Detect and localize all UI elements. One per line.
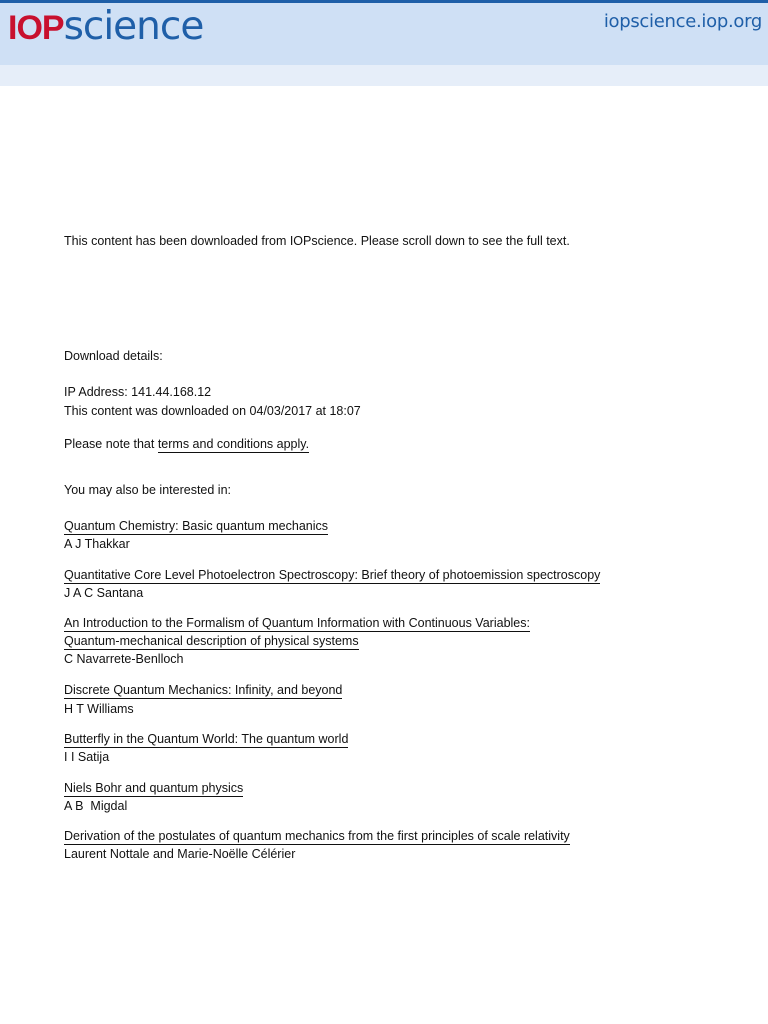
related-item [64, 633, 359, 649]
related-item [64, 780, 243, 796]
download-date: This content was downloaded on 04/03/2017 at 18:07 [64, 404, 361, 418]
related-authors: I I Satija [64, 750, 110, 764]
related-title-link[interactable]: Butterfly in the Quantum World: The quantum world [64, 732, 349, 746]
related-authors: H T Williams [64, 702, 134, 716]
related-heading: You may also be interested in: [64, 483, 232, 497]
site-header [0, 3, 768, 65]
iopscience-logo[interactable] [8, 4, 204, 49]
related-title-link[interactable]: Quantum Chemistry: Basic quantum mechanics [64, 519, 328, 533]
related-authors: Laurent Nottale and Marie-Noëlle Célérier [64, 847, 296, 861]
related-authors: C Navarrete-Benlloch [64, 652, 184, 666]
site-url[interactable]: iopscience.iop.org [603, 11, 762, 32]
logo-iop: IOP [8, 9, 64, 47]
related-title-link-cont[interactable]: Quantum-mechanical description of physical systems [64, 634, 359, 648]
related-title-link[interactable]: Discrete Quantum Mechanics: Infinity, and beyond [64, 683, 343, 697]
ip-address: IP Address: 141.44.168.12 [64, 385, 212, 399]
related-title-link[interactable]: Derivation of the postulates of quantum mechanics from the first principles of scale relativity [64, 829, 570, 843]
related-authors: A J Thakkar [64, 537, 130, 551]
terms-note [64, 436, 309, 452]
related-item [64, 615, 530, 631]
related-authors: J A C Santana [64, 586, 144, 600]
download-notice: This content has been downloaded from IOPscience. Please scroll down to see the full text. [64, 234, 570, 248]
related-title-link[interactable]: Quantitative Core Level Photoelectron Spectroscopy: Brief theory of photoemission spectroscopy [64, 568, 601, 582]
download-details-heading: Download details: [64, 349, 163, 363]
logo-science: science [63, 4, 204, 49]
terms-prefix: Please note that [64, 437, 158, 451]
related-title-link[interactable]: Niels Bohr and quantum physics [64, 781, 244, 795]
related-item [64, 682, 342, 698]
header-subbar [0, 65, 768, 86]
related-item [64, 731, 348, 747]
related-item [64, 518, 328, 534]
related-authors: A B Migdal [64, 799, 128, 813]
related-item [64, 567, 600, 583]
terms-link[interactable]: terms and conditions apply. [157, 437, 310, 451]
related-item [64, 828, 570, 844]
related-title-link[interactable]: An Introduction to the Formalism of Quantum Information with Continuous Variables: [64, 616, 530, 630]
